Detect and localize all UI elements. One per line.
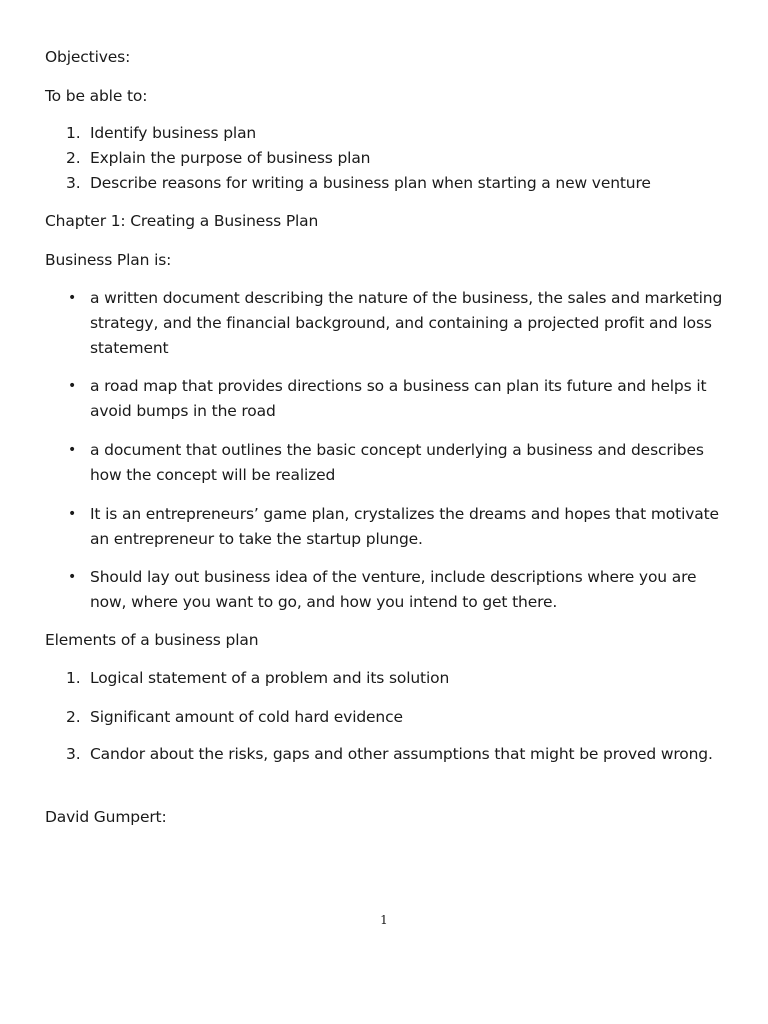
definition-text: It is an entrepreneurs’ game plan, crystalizes the dreams and hopes that motivate an entrepreneur to take the startup plunge. [90,505,719,548]
definition-item [66,438,726,488]
objective-text: Describe reasons for writing a business plan when starting a new venture [90,174,651,192]
bullet-icon: • [68,290,77,306]
list-number: 1. [66,124,81,142]
bullet-icon: • [68,506,77,522]
objective-text: Explain the purpose of business plan [90,149,371,167]
objective-item [66,171,726,196]
definition-text: a written document describing the nature of the business, the sales and marketing strategy, and the financial background, and containing a projected profit and loss statement [90,289,723,357]
objective-item [66,121,726,146]
element-text: Candor about the risks, gaps and other assumptions that might be proved wrong. [90,745,713,763]
element-item [66,742,726,767]
bullet-icon: • [68,442,77,458]
bullet-icon: • [68,378,77,394]
david-gumpert-label: David Gumpert: [45,808,167,826]
list-number: 2. [66,708,81,726]
objective-text: Identify business plan [90,124,257,142]
bullet-icon: • [68,569,77,585]
list-number: 3. [66,174,81,192]
list-number: 1. [66,669,81,687]
list-number: 2. [66,149,81,167]
business-plan-is-heading: Business Plan is: [45,251,172,269]
objective-item [66,146,726,171]
definition-item [66,286,726,361]
definition-text: a road map that provides directions so a business can plan its future and helps it avoid bumps in the road [90,377,707,420]
definition-item [66,374,726,424]
page-number: 1 [380,913,388,927]
list-number: 3. [66,745,81,763]
elements-heading: Elements of a business plan [45,631,259,649]
element-text: Significant amount of cold hard evidence [90,708,403,726]
chapter-title: Chapter 1: Creating a Business Plan [45,212,319,230]
definition-text: a document that outlines the basic concept underlying a business and describes how the concept will be realized [90,441,704,484]
to-be-able-to-text: To be able to: [45,87,148,105]
definition-item [66,502,726,552]
element-item [66,705,726,730]
definition-item [66,565,726,615]
objectives-heading: Objectives: [45,48,131,66]
element-item [66,666,726,691]
definition-text: Should lay out business idea of the venture, include descriptions where you are now, where you want to go, and how you intend to get there. [90,568,697,611]
element-text: Logical statement of a problem and its solution [90,669,450,687]
